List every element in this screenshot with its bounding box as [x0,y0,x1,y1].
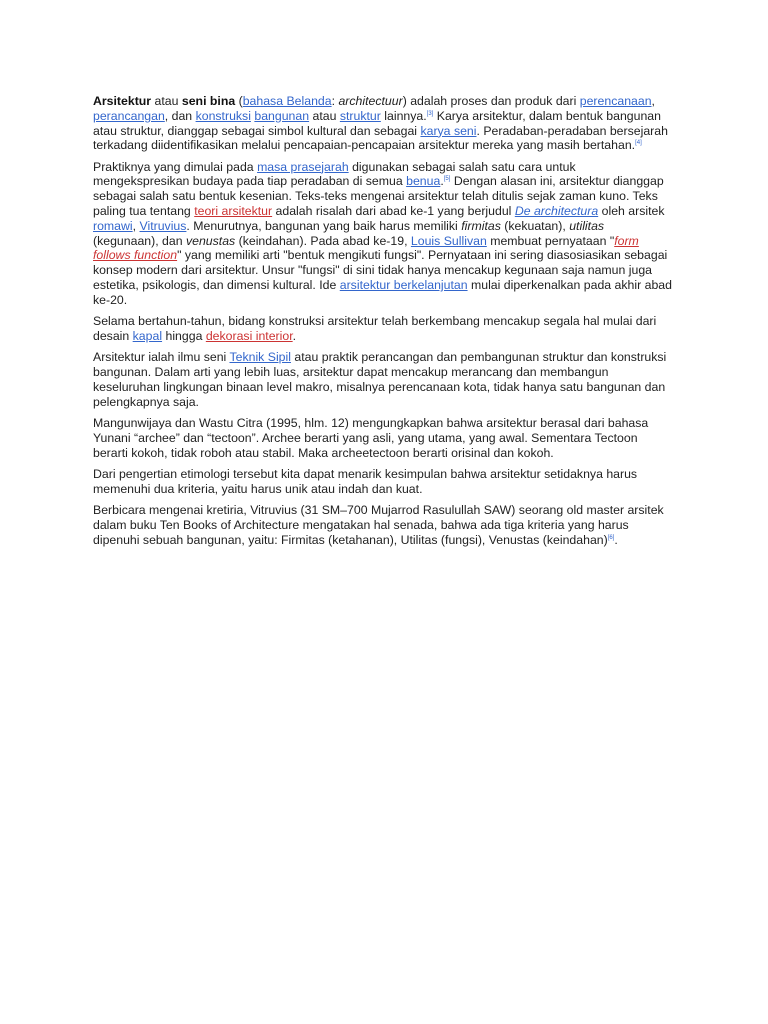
reference-3[interactable]: [3] [426,110,434,117]
term-seni-bina: seni bina [181,94,236,108]
term-venustas: venustas [185,233,236,248]
term-arsitektur: Arsitektur [93,94,152,108]
text: (keindahan). Pada abad ke-19, [235,233,411,248]
text: hingga [162,328,206,343]
link-teori-arsitektur[interactable]: teori arsitektur [194,204,273,219]
text: adalah risalah dari abad ke-1 yang berjudul [272,204,515,219]
link-karya-seni[interactable]: karya seni [420,123,477,138]
text: . [440,174,444,189]
paragraph-criteria [93,503,673,547]
paragraph-etymology [93,416,673,460]
link-konstruksi[interactable]: konstruksi [195,108,251,123]
text: membuat pernyataan " [486,233,615,248]
paragraph-intro [93,94,673,153]
link-perancangan[interactable]: perancangan [93,108,165,123]
text: (kegunaan), dan [93,233,186,248]
link-struktur[interactable]: struktur [339,108,381,123]
text: Arsitektur ialah ilmu seni [93,350,230,365]
text: : [331,94,339,108]
link-louis-sullivan[interactable]: Louis Sullivan [410,233,487,248]
link-kapal[interactable]: kapal [132,328,163,343]
text: . Menurutnya, bangunan yang baik harus memiliki [186,218,462,233]
link-teknik-sipil[interactable]: Teknik Sipil [229,350,291,365]
link-arsitektur-berkelanjutan[interactable]: arsitektur berkelanjutan [339,278,468,293]
text: Dengan alasan ini, arsitektur dianggap sebagai salah satu bentuk kesenian. Teks-teks mengenai arsitektur telah ditulis sejak zaman kuno. Teks paling tua tentang [93,174,664,219]
text: Praktiknya yang dimulai pada [93,159,258,174]
reference-5[interactable]: [5] [443,176,451,183]
text: atau praktik perancangan dan pembangunan struktur dan konstruksi bangunan. Dalam arti yang lebih luas, arsitektur dapat mencakup merancang dan membangun keseluruhan lingkungan binaan level makro, misalnya perencanaan kota, tidak hanya satu bangunan dan pelengkapnya saja. [93,350,667,409]
link-romawi[interactable]: romawi [93,218,133,233]
link-perencanaan[interactable]: perencanaan [579,94,652,108]
reference-6[interactable]: [6] [607,534,615,541]
link-dekorasi-interior[interactable]: dekorasi interior [205,328,293,343]
text: Karya arsitektur, dalam bentuk bangunan atau struktur, dianggap sebagai simbol kultural dan sebagai [93,108,661,138]
text: Dari pengertian etimologi tersebut kita dapat menarik kesimpulan bahwa arsitektur setidaknya harus memenuhi dua kriteria, yaitu harus unik atau indah dan kuat. [93,466,638,496]
text: Mangunwijaya dan Wastu Citra (1995, hlm. 12) mengungkapkan bahwa arsitektur berasal dari bahasa Yunani “archee” dan “tectoon”. Archee berarti yang asli, yang utama, yang awal. Sementara Tectoon berarti kokoh, tidak roboh atau stabil. Maka archeetectoon berarti orisinal dan kokoh. [93,415,649,460]
paragraph-history [93,160,673,308]
link-bangunan[interactable]: bangunan [254,108,310,123]
text: ( [235,94,243,108]
text: atau [151,94,182,108]
link-form-follows-function[interactable]: form follows function [93,233,639,263]
paragraph-scope [93,314,673,344]
link-de-architectura[interactable]: De architectura [514,204,599,219]
term-utilitas: utilitas [569,218,605,233]
paragraph-definition [93,350,673,409]
term-architectuur: architectuur [338,94,403,108]
link-benua[interactable]: benua [406,174,441,189]
link-masa-prasejarah[interactable]: masa prasejarah [257,159,349,174]
text: Selama bertahun-tahun, bidang konstruksi arsitektur telah berkembang mencakup segala hal mulai dari desain [93,314,657,343]
link-vitruvius[interactable]: Vitruvius [139,218,187,233]
paragraph-conclusion [93,467,673,497]
text: . [614,532,618,547]
article-body [93,94,673,554]
text: (kekuatan), [500,218,570,233]
text: Berbicara mengenai kretiria, Vitruvius (31 SM–700 Mujarrod Rasulullah SAW) seorang old master arsitek dalam buku Ten Books of Architecture mengatakan hal senada, bahwa ada tiga kriteria yang harus dipenuhi sebuah bangunan, yaitu: Firmitas (ketahanan), Utilitas (fungsi), Venustas (keindahan) [93,502,664,547]
text: . [292,328,297,343]
text: oleh arsitek [598,204,665,219]
text: atau [309,108,340,123]
text: , dan [164,108,196,123]
text: lainnya. [380,108,427,123]
term-firmitas: firmitas [461,218,501,233]
text: , [651,94,655,108]
text: mulai diperkenalkan pada akhir abad ke-20. [93,278,672,307]
text: , [132,218,140,233]
text: " yang memiliki arti "bentuk mengikuti fungsi". Pernyataan ini sering diasosiasikan sebagai konsep modern dari arsitektur. Unsur "fungsi" di sini tidak hanya mencakup kegunaan saja namun juga estetika, psikologis, dan dimensi kultural. Ide [93,248,668,293]
link-bahasa-belanda[interactable]: bahasa Belanda [242,94,332,108]
text: ) adalah proses dan produk dari [402,94,580,108]
text: . Peradaban-peradaban bersejarah terkadang diidentifikasikan melalui pencapaian-pencapaian arsitektur mereka yang masih bertahan. [93,123,668,153]
reference-4[interactable]: [4] [635,140,642,147]
text: digunakan sebagai salah satu cara untuk mengekspresikan budaya pada tiap peradaban di semua [93,159,576,189]
